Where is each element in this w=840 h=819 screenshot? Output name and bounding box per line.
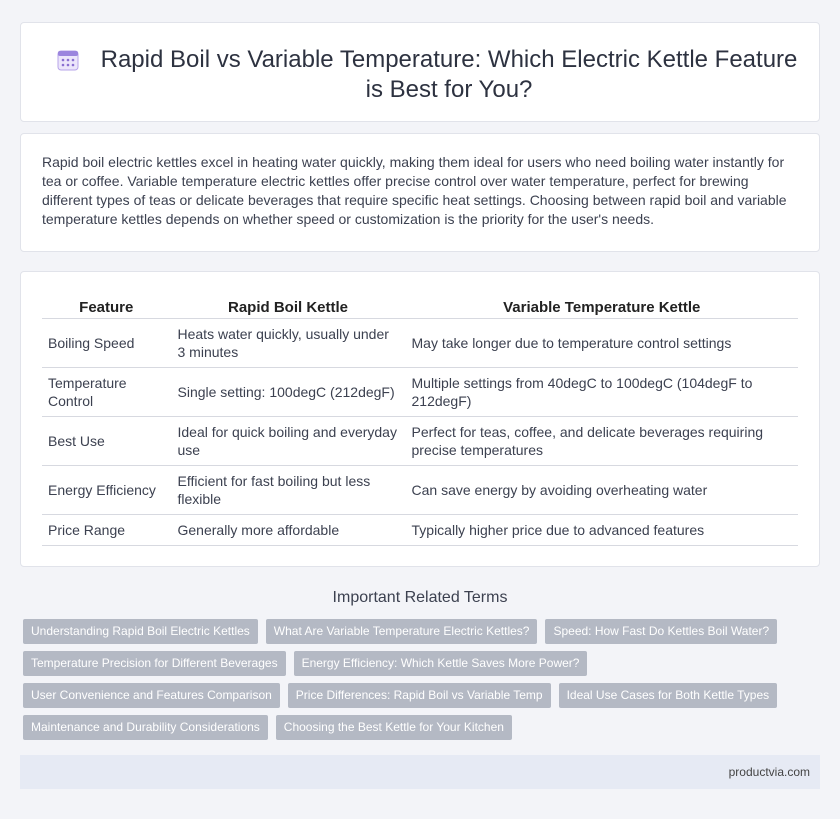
feature-cell: Best Use xyxy=(42,416,171,465)
table-row xyxy=(42,318,798,367)
related-term-tag[interactable]: User Convenience and Features Comparison xyxy=(23,683,280,708)
related-terms-list xyxy=(23,619,823,747)
header-feature: Feature xyxy=(42,294,171,318)
variable-temp-cell: Can save energy by avoiding overheating water xyxy=(405,465,798,514)
comparison-table xyxy=(42,294,798,546)
related-term-tag[interactable]: Price Differences: Rapid Boil vs Variable Temp xyxy=(288,683,551,708)
variable-temp-cell: Perfect for teas, coffee, and delicate beverages requiring precise temperatures xyxy=(405,416,798,465)
footer xyxy=(20,755,820,789)
rapid-boil-cell: Efficient for fast boiling but less flexible xyxy=(171,465,405,514)
intro-card xyxy=(20,133,820,252)
related-term-tag[interactable]: Choosing the Best Kettle for Your Kitchen xyxy=(276,715,512,740)
rapid-boil-cell: Ideal for quick boiling and everyday use xyxy=(171,416,405,465)
related-term-tag[interactable]: Temperature Precision for Different Beverages xyxy=(23,651,286,676)
feature-cell: Boiling Speed xyxy=(42,318,171,367)
rapid-boil-cell: Generally more affordable xyxy=(171,514,405,545)
variable-temp-cell: Typically higher price due to advanced features xyxy=(405,514,798,545)
related-term-tag[interactable]: Maintenance and Durability Considerations xyxy=(23,715,268,740)
comparison-table-card xyxy=(20,271,820,567)
calendar-icon xyxy=(56,48,80,72)
rapid-boil-cell: Single setting: 100degC (212degF) xyxy=(171,367,405,416)
title-card xyxy=(20,22,820,122)
feature-cell: Price Range xyxy=(42,514,171,545)
related-terms-heading: Important Related Terms xyxy=(332,589,508,606)
table-row xyxy=(42,465,798,514)
table-row xyxy=(42,367,798,416)
related-term-tag[interactable]: Speed: How Fast Do Kettles Boil Water? xyxy=(545,619,777,644)
related-term-tag[interactable]: What Are Variable Temperature Electric Kettles? xyxy=(266,619,538,644)
table-header-row xyxy=(42,294,798,318)
header-variable-temp: Variable Temperature Kettle xyxy=(405,294,798,318)
related-term-tag[interactable]: Ideal Use Cases for Both Kettle Types xyxy=(559,683,778,708)
variable-temp-cell: May take longer due to temperature control settings xyxy=(405,318,798,367)
feature-cell: Energy Efficiency xyxy=(42,465,171,514)
table-row xyxy=(42,416,798,465)
related-term-tag[interactable]: Energy Efficiency: Which Kettle Saves More Power? xyxy=(294,651,588,676)
intro-paragraph: Rapid boil electric kettles excel in heating water quickly, making them ideal for users who need boiling water instantly for tea or coffee. Variable temperature electric kettles offer precise control over water temperature, perfect for brewing different types of teas or delicate beverages that require specific heat settings. Choosing between rapid boil and variable temperature kettles depends on whether speed or customization is the priority for the user's needs. xyxy=(42,154,787,227)
header-rapid-boil: Rapid Boil Kettle xyxy=(171,294,405,318)
page-title: Rapid Boil vs Variable Temperature: Which Electric Kettle Feature is Best for You? xyxy=(100,46,798,103)
related-term-tag[interactable]: Understanding Rapid Boil Electric Kettles xyxy=(23,619,258,644)
footer-site-link[interactable]: productvia.com xyxy=(728,765,810,779)
variable-temp-cell: Multiple settings from 40degC to 100degC (104degF to 212degF) xyxy=(405,367,798,416)
feature-cell: Temperature Control xyxy=(42,367,171,416)
rapid-boil-cell: Heats water quickly, usually under 3 minutes xyxy=(171,318,405,367)
table-row xyxy=(42,514,798,545)
